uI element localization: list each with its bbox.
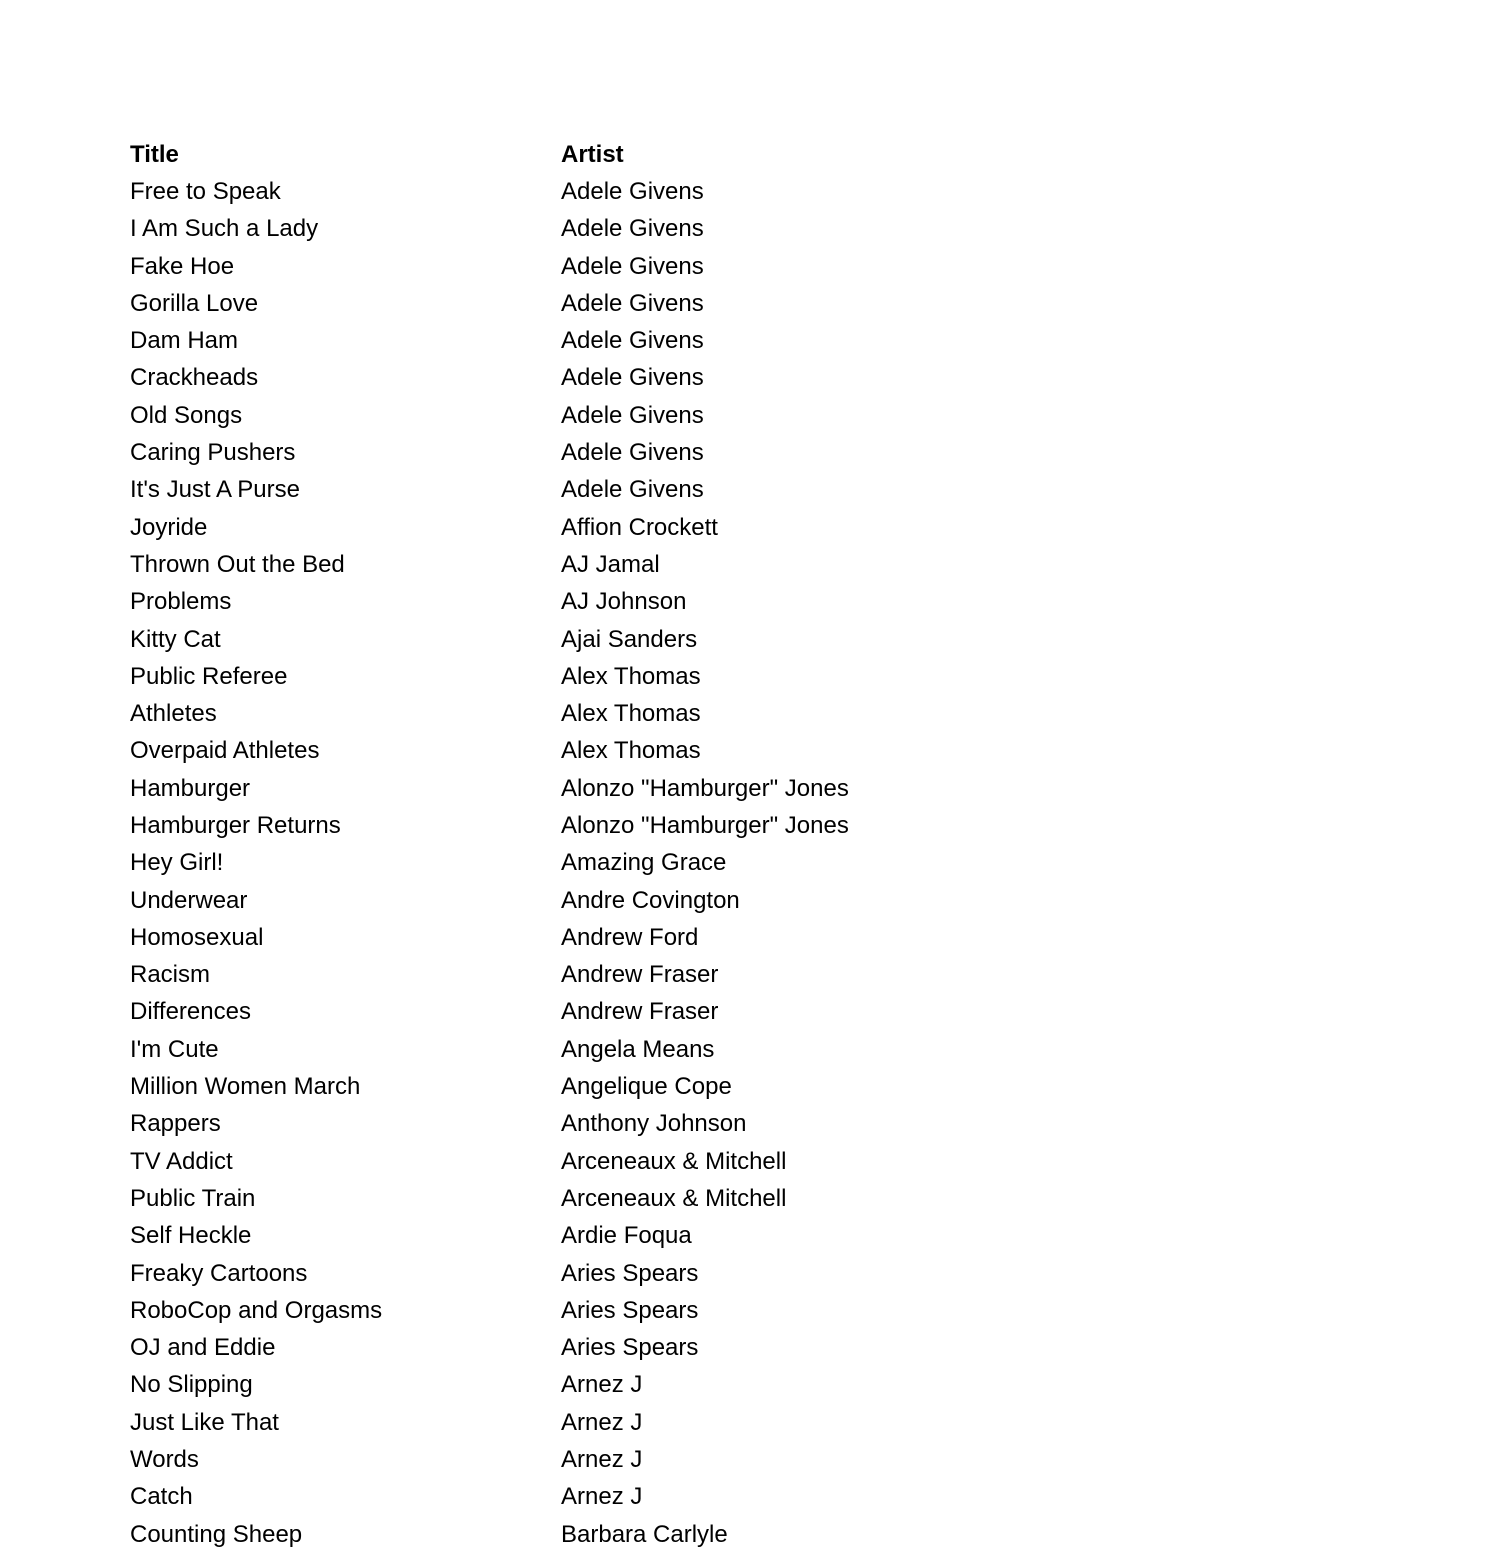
title-cell: Dam Ham <box>130 327 239 355</box>
artist-cell: Aries Spears <box>561 1334 699 1362</box>
table-header-row <box>130 136 1061 173</box>
title-cell: Hamburger <box>130 774 251 802</box>
artist-cell: AJ Johnson <box>561 588 687 616</box>
table-row <box>130 733 1061 770</box>
title-cell: Problems <box>130 588 232 616</box>
table-row <box>130 1106 1061 1143</box>
table-row <box>130 1479 1061 1516</box>
table-row <box>130 584 1061 621</box>
table-row <box>130 1143 1061 1180</box>
artist-cell: Amazing Grace <box>561 849 727 877</box>
table-row <box>130 1218 1061 1255</box>
table-row <box>130 1292 1061 1329</box>
artist-cell: Adele Givens <box>561 177 704 205</box>
artist-cell: Adele Givens <box>561 252 704 280</box>
table-row <box>130 360 1061 397</box>
artist-column-header: Artist <box>561 140 624 168</box>
artist-cell: Arnez J <box>561 1483 643 1511</box>
table-row <box>130 994 1061 1031</box>
artist-cell: Andrew Fraser <box>561 998 719 1026</box>
table-row <box>130 1367 1061 1404</box>
table-row <box>130 434 1061 471</box>
artist-cell: Arnez J <box>561 1446 643 1474</box>
artist-cell: Adele Givens <box>561 327 704 355</box>
table-row <box>130 845 1061 882</box>
artist-cell: Arceneaux & Mitchell <box>561 1184 787 1212</box>
artist-cell: Angelique Cope <box>561 1073 732 1101</box>
title-cell: Counting Sheep <box>130 1520 303 1548</box>
artist-cell: Barbara Carlyle <box>561 1520 728 1548</box>
artist-cell: Ardie Foqua <box>561 1222 692 1250</box>
title-cell: Words <box>130 1446 199 1474</box>
title-cell: Just Like That <box>130 1408 279 1436</box>
artist-cell: AJ Jamal <box>561 550 660 578</box>
table-row <box>130 919 1061 956</box>
artist-cell: Aries Spears <box>561 1259 699 1287</box>
title-cell: Thrown Out the Bed <box>130 550 345 578</box>
title-cell: Underwear <box>130 886 248 914</box>
title-cell: Million Women March <box>130 1073 361 1101</box>
table-row <box>130 770 1061 807</box>
artist-cell: Alex Thomas <box>561 737 701 765</box>
table-row <box>130 882 1061 919</box>
artist-cell: Adele Givens <box>561 476 704 504</box>
title-cell: Hamburger Returns <box>130 811 341 839</box>
table-row <box>130 397 1061 434</box>
artist-cell: Affion Crockett <box>561 513 718 541</box>
title-cell: OJ and Eddie <box>130 1334 276 1362</box>
title-cell: Self Heckle <box>130 1222 252 1250</box>
table-row <box>130 621 1061 658</box>
title-cell: Differences <box>130 998 251 1026</box>
table-row <box>130 211 1061 248</box>
title-cell: Rappers <box>130 1110 221 1138</box>
table-body <box>130 173 1061 1553</box>
title-cell: Fake Hoe <box>130 252 235 280</box>
artist-cell: Alonzo "Hamburger" Jones <box>561 811 849 839</box>
title-cell: TV Addict <box>130 1147 233 1175</box>
table-row <box>130 472 1061 509</box>
artist-cell: Alex Thomas <box>561 662 701 690</box>
artist-cell: Adele Givens <box>561 289 704 317</box>
table-row <box>130 957 1061 994</box>
title-cell: RoboCop and Orgasms <box>130 1296 383 1324</box>
table-row <box>130 1031 1061 1068</box>
title-cell: Free to Speak <box>130 177 281 205</box>
artist-cell: Andrew Ford <box>561 923 699 951</box>
table-row <box>130 1441 1061 1478</box>
table-row <box>130 248 1061 285</box>
title-cell: Public Train <box>130 1184 256 1212</box>
artist-cell: Alex Thomas <box>561 700 701 728</box>
title-column-header: Title <box>130 140 179 168</box>
title-cell: Athletes <box>130 700 217 728</box>
title-cell: Catch <box>130 1483 193 1511</box>
title-cell: I'm Cute <box>130 1035 219 1063</box>
artist-cell: Anthony Johnson <box>561 1110 747 1138</box>
artist-cell: Andrew Fraser <box>561 961 719 989</box>
table-row <box>130 658 1061 695</box>
title-cell: Hey Girl! <box>130 849 224 877</box>
artist-cell: Alonzo "Hamburger" Jones <box>561 774 849 802</box>
table-row <box>130 1180 1061 1217</box>
table-row <box>130 1404 1061 1441</box>
title-cell: Kitty Cat <box>130 625 221 653</box>
artist-cell: Adele Givens <box>561 401 704 429</box>
table-row <box>130 1068 1061 1105</box>
title-cell: I Am Such a Lady <box>130 215 319 243</box>
artist-cell: Aries Spears <box>561 1296 699 1324</box>
table-row <box>130 1255 1061 1292</box>
artist-cell: Arnez J <box>561 1408 643 1436</box>
title-artist-table <box>130 136 1061 1553</box>
artist-cell: Arceneaux & Mitchell <box>561 1147 787 1175</box>
title-cell: Freaky Cartoons <box>130 1259 308 1287</box>
artist-cell: Adele Givens <box>561 215 704 243</box>
table-row <box>130 509 1061 546</box>
title-cell: Old Songs <box>130 401 243 429</box>
artist-cell: Ajai Sanders <box>561 625 698 653</box>
table-row <box>130 285 1061 322</box>
table-row <box>130 1330 1061 1367</box>
table-row <box>130 695 1061 732</box>
title-cell: No Slipping <box>130 1371 253 1399</box>
table-row <box>130 322 1061 359</box>
table-row <box>130 173 1061 210</box>
artist-cell: Arnez J <box>561 1371 643 1399</box>
title-cell: Crackheads <box>130 364 259 392</box>
title-cell: Overpaid Athletes <box>130 737 320 765</box>
title-cell: Racism <box>130 961 211 989</box>
title-cell: It's Just A Purse <box>130 476 300 504</box>
table-row <box>130 807 1061 844</box>
title-cell: Joyride <box>130 513 208 541</box>
table-row <box>130 546 1061 583</box>
title-cell: Caring Pushers <box>130 439 296 467</box>
title-cell: Homosexual <box>130 923 264 951</box>
title-cell: Gorilla Love <box>130 289 259 317</box>
artist-cell: Adele Givens <box>561 439 704 467</box>
title-cell: Public Referee <box>130 662 288 690</box>
table-row <box>130 1516 1061 1553</box>
artist-cell: Adele Givens <box>561 364 704 392</box>
artist-cell: Angela Means <box>561 1035 715 1063</box>
artist-cell: Andre Covington <box>561 886 740 914</box>
